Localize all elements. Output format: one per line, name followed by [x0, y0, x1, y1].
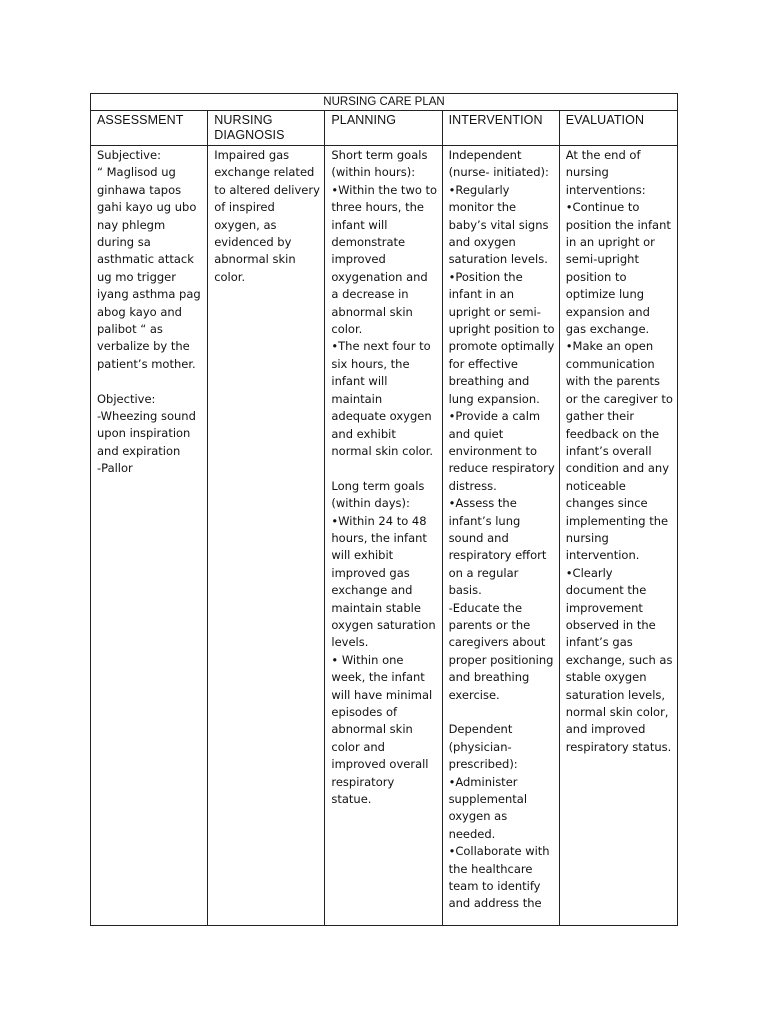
short-term-item: •Within the two to three hours, the infant will demonstrate improved oxygenation and a decrease in abnormal skin color.: [331, 182, 438, 337]
independent-item: -Educate the parents or the caregivers about proper positioning and breathing exercise.: [448, 600, 554, 702]
planning-cell: [325, 146, 442, 926]
header-nursing-diagnosis: NURSING DIAGNOSIS: [208, 111, 325, 146]
evaluation-item: •Continue to position the infant in an upright or semi-upright position to optimize lung expansion and gas exchange.: [565, 200, 671, 337]
title-row: [91, 94, 678, 111]
header-intervention: INTERVENTION: [442, 111, 559, 146]
long-term-item: • Within one week, the infant will have minimal episodes of abnormal skin color and improved overall respiratory statue.: [331, 652, 433, 807]
evaluation-intro: At the end of nursing interventions:: [565, 148, 646, 197]
independent-item: •Position the infant in an upright or semi-upright position to promote optimally for effective breathing and lung expansion.: [448, 269, 555, 406]
dependent-label: Dependent (physician-prescribed):: [448, 722, 518, 772]
independent-item: •Assess the infant’s lung sound and respiratory effort on a regular basis.: [448, 496, 547, 598]
header-row: [91, 111, 678, 146]
subjective-text: “ Maglisod ug ginhawa tapos gahi kayo ug ubo nay phlegm during sa asthmatic attack ug mo trigger iyang asthma pag abog kayo and palibot “ as verbalize by the patient’s mother.: [97, 165, 201, 371]
care-plan-table: [90, 93, 678, 926]
long-term-label: Long term goals (within days):: [331, 478, 425, 511]
long-term-item: •Within 24 to 48 hours, the infant will exhibit improved gas exchange and maintain stable oxygen saturation levels.: [331, 513, 436, 650]
subjective-label: Subjective:: [97, 148, 161, 162]
objective-label: Objective:: [97, 391, 156, 406]
nursing-diagnosis-cell: [208, 146, 325, 926]
content-row: [91, 146, 678, 926]
objective-item: -Pallor: [97, 461, 133, 476]
independent-label: Independent (nurse- initiated):: [448, 148, 549, 180]
dependent-item: •Administer supplemental oxygen as needed.: [448, 774, 528, 841]
header-evaluation: EVALUATION: [559, 111, 677, 146]
evaluation-item: •Clearly document the improvement observed in the infant’s gas exchange, such as stable oxygen saturation levels, normal skin color, and improved respiratory status.: [565, 565, 673, 754]
diagnosis-text: Impaired gas exchange related to altered delivery of inspired oxygen, as evidenced by abnormal skin color.: [214, 148, 320, 284]
independent-item: •Regularly monitor the baby’s vital signs and oxygen saturation levels.: [448, 182, 549, 267]
evaluation-cell: [559, 146, 677, 926]
table-title: NURSING CARE PLAN: [91, 94, 678, 111]
intervention-cell: [442, 146, 559, 926]
evaluation-item: •Make an open communication with the parents or the caregiver to gather their feedback on the infant’s overall condition and any noticeable changes since implementing the nursing intervention.: [565, 339, 673, 563]
independent-item: •Provide a calm and quiet environment to reduce respiratory distress.: [448, 409, 555, 493]
dependent-item: •Collaborate with the healthcare team to identify and address the: [448, 844, 550, 911]
assessment-cell: [91, 146, 208, 926]
short-term-label: Short term goals (within hours):: [331, 148, 428, 180]
objective-item: -Wheezing sound upon inspiration and expiration: [97, 409, 196, 458]
short-term-item: •The next four to six hours, the infant will maintain adequate oxygen and exhibit normal skin color.: [331, 339, 434, 458]
header-assessment: ASSESSMENT: [91, 111, 208, 146]
header-planning: PLANNING: [325, 111, 442, 146]
